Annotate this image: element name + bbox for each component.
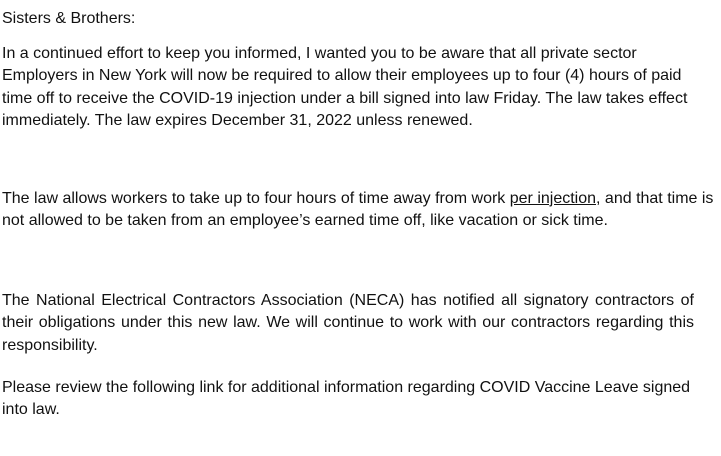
greeting: Sisters & Brothers: xyxy=(2,10,136,27)
paragraph-text-start: The law allows workers to take up to four hours of time away from work xyxy=(2,190,510,207)
underlined-text: per injection xyxy=(509,190,597,207)
paragraph-neca: The National Electrical Contractors Association (NECA) has notified all signatory contractors of their obligations under this new law. We will continue to work with our contractors regarding this responsibility. xyxy=(2,292,694,354)
paragraph-text-end: , and that time is not allowed to be taken from an employee’s earned time off, like vacation or sick time. xyxy=(2,190,714,230)
paragraph-per-injection xyxy=(2,188,714,233)
paragraph-law-announcement: In a continued effort to keep you informed, I wanted you to be aware that all private sector Employers in New York will now be required to allow their employees up to four (4) hours of paid time off to receive the COVID-19 injection under a bill signed into law Friday. The law takes effect immediately. The law expires December 31, 2022 unless renewed. xyxy=(2,45,688,130)
paragraph-link-info: Please review the following link for additional information regarding COVID Vaccine Leave signed into law. xyxy=(2,379,691,419)
